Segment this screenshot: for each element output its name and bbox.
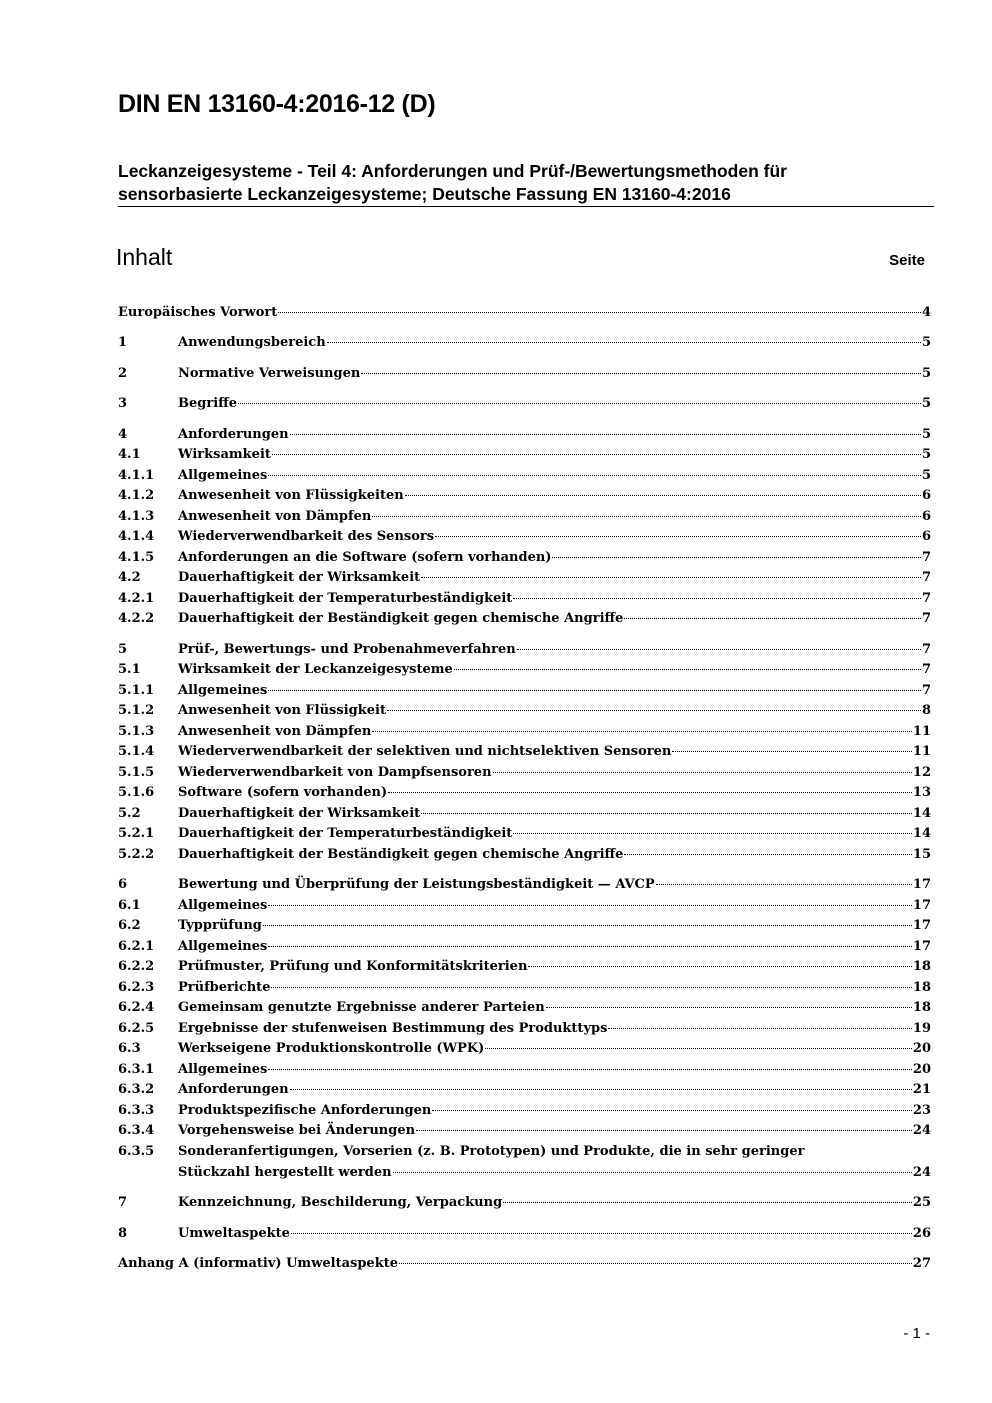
toc-entry[interactable]	[118, 978, 931, 998]
toc-entry[interactable]	[118, 364, 931, 384]
toc-entry-page: 17	[912, 898, 931, 913]
toc-entry-number: 4.1	[118, 447, 141, 462]
toc-leader-dots	[405, 494, 921, 496]
toc-entry[interactable]	[118, 548, 931, 568]
toc-entry-title: Anwesenheit von Flüssigkeit	[178, 703, 386, 718]
toc-leader-dots	[238, 402, 921, 404]
toc-entry-page: 27	[912, 1256, 931, 1271]
toc-entry-title: Typprüfung	[178, 918, 262, 933]
toc-entry-number: 6.2.3	[118, 980, 155, 995]
toc-entry-page: 14	[912, 806, 931, 821]
toc-entry-title: Vorgehensweise bei Änderungen	[178, 1123, 416, 1138]
toc-entry-number: 7	[118, 1195, 128, 1210]
toc-entry-title: Bewertung und Überprüfung der Leistungsbeständigkeit — AVCP	[178, 877, 655, 892]
toc-entry-title: Gemeinsam genutzte Ergebnisse anderer Parteien	[178, 1000, 545, 1015]
toc-entry-title: Begriffe	[178, 396, 238, 411]
toc-entry-number: 4	[118, 427, 128, 442]
toc-entry-title: Europäisches Vorwort	[118, 305, 278, 320]
toc-entry[interactable]	[118, 722, 931, 742]
toc-entry-page: 25	[912, 1195, 931, 1210]
toc-entry[interactable]	[118, 1121, 931, 1141]
subtitle-line-2: sensorbasierte Leckanzeigesysteme; Deutsche Fassung EN 13160-4:2016	[118, 183, 731, 204]
toc-leader-dots	[421, 812, 912, 814]
toc-entry-page: 18	[912, 1000, 931, 1015]
toc-leader-dots	[268, 945, 912, 947]
toc-entry-number: 5.1.1	[118, 683, 155, 698]
subtitle-line-1: Leckanzeigesysteme - Teil 4: Anforderungen und Prüf-/Bewertungsmethoden für	[118, 161, 787, 181]
toc-entry[interactable]	[118, 957, 931, 977]
toc-entry-page: 17	[912, 939, 931, 954]
toc-entry-number: 4.1.2	[118, 488, 155, 503]
toc-entry-title: Anwendungsbereich	[178, 335, 326, 350]
toc-entry-page: 5	[921, 468, 931, 483]
toc-entry[interactable]	[118, 425, 931, 445]
toc-entry-page: 21	[912, 1082, 931, 1097]
toc-leader-dots	[454, 668, 921, 670]
toc-leader-dots	[263, 924, 912, 926]
toc-entry-page: 5	[921, 396, 931, 411]
toc-leader-dots	[513, 597, 921, 599]
toc-leader-dots	[528, 965, 911, 967]
toc-entry-number: 4.1.3	[118, 509, 155, 524]
toc-entry-page: 13	[912, 785, 931, 800]
toc-entry[interactable]	[118, 916, 931, 936]
toc-entry-number: 4.1.1	[118, 468, 155, 483]
toc-entry-number: 6.2.2	[118, 959, 155, 974]
toc-entry-title: Anwesenheit von Dämpfen	[178, 724, 372, 739]
toc-entry-title: Umweltaspekte	[178, 1226, 290, 1241]
toc-entry[interactable]	[118, 763, 931, 783]
toc-entry-page: 7	[921, 611, 931, 626]
toc-entry-title: Wiederverwendbarkeit von Dampfsensoren	[178, 765, 492, 780]
toc-entry-page: 11	[912, 744, 931, 759]
toc-entry[interactable]	[118, 875, 931, 895]
toc-entry-page: 8	[921, 703, 931, 718]
toc-entry[interactable]	[118, 896, 931, 916]
toc-leader-dots	[513, 832, 912, 834]
toc-entry-title: Anhang A (informativ) Umweltaspekte	[118, 1256, 398, 1271]
toc-entry-page: 7	[921, 570, 931, 585]
toc-entry[interactable]	[118, 742, 931, 762]
toc-entry[interactable]	[118, 640, 931, 660]
toc-entry-number: 5.1.3	[118, 724, 155, 739]
toc-entry-title: Dauerhaftigkeit der Temperaturbeständigkeit	[178, 591, 513, 606]
toc-entry-page: 19	[912, 1021, 931, 1036]
toc-entry[interactable]	[118, 1019, 931, 1039]
toc-entry[interactable]	[118, 998, 931, 1018]
toc-entry-page: 5	[921, 427, 931, 442]
toc-leader-dots	[327, 341, 921, 343]
toc-leader-dots	[290, 433, 921, 435]
toc-entry[interactable]	[118, 1254, 931, 1274]
toc-entry-title: Sonderanfertigungen, Vorserien (z. B. Prototypen) und Produkte, die in sehr geringer	[178, 1144, 805, 1159]
toc-entry-number: 5.2.1	[118, 826, 155, 841]
toc-entry-number: 8	[118, 1226, 128, 1241]
toc-entry-title: Wirksamkeit	[178, 447, 271, 462]
toc-leader-dots	[672, 750, 912, 752]
toc-entry-page: 12	[912, 765, 931, 780]
toc-entry[interactable]	[118, 568, 931, 588]
toc-entry-title: Wirksamkeit der Leckanzeigesysteme	[178, 662, 453, 677]
toc-entry-title: Anforderungen an die Software (sofern vorhanden)	[178, 550, 552, 565]
toc-entry-number: 6.2	[118, 918, 141, 933]
toc-entry[interactable]	[118, 589, 931, 609]
toc-entry-page: 24	[912, 1123, 931, 1138]
toc-entry-number: 6.1	[118, 898, 141, 913]
toc-entry-page: 7	[921, 683, 931, 698]
toc-entry-title: Anforderungen	[178, 1082, 289, 1097]
toc-entry-title: Dauerhaftigkeit der Beständigkeit gegen chemische Angriffe	[178, 611, 624, 626]
toc-entry-page: 15	[912, 847, 931, 862]
toc-entry-number: 5.2.2	[118, 847, 155, 862]
toc-entry-number: 5.1	[118, 662, 141, 677]
toc-leader-dots	[268, 689, 921, 691]
toc-entry-title: Dauerhaftigkeit der Beständigkeit gegen chemische Angriffe	[178, 847, 624, 862]
toc-leader-dots	[624, 617, 921, 619]
toc-entry[interactable]	[118, 937, 931, 957]
toc-entry-number: 6.2.5	[118, 1021, 155, 1036]
toc-entry-number: 6.3.3	[118, 1103, 155, 1118]
toc-entry-page: 26	[912, 1226, 931, 1241]
toc-heading: Inhalt	[116, 244, 173, 270]
toc-entry-title-continued: Stückzahl hergestellt werden	[178, 1165, 392, 1180]
toc-entry[interactable]	[118, 701, 931, 721]
toc-entry-title: Allgemeines	[178, 468, 268, 483]
toc-leader-dots	[291, 1232, 912, 1234]
toc-leader-dots	[485, 1047, 912, 1049]
toc-entry-page: 4	[921, 305, 931, 320]
toc-entry-title: Allgemeines	[178, 898, 268, 913]
toc-entry-page: 23	[912, 1103, 931, 1118]
toc-entry-page: 17	[912, 918, 931, 933]
toc-entry-title: Allgemeines	[178, 939, 268, 954]
toc-entry-page: 5	[921, 366, 931, 381]
toc-entry-number: 5.1.6	[118, 785, 155, 800]
toc-entry[interactable]	[118, 609, 931, 629]
toc-entry[interactable]	[118, 466, 931, 486]
toc-entry-number: 6.2.1	[118, 939, 155, 954]
toc-entry-title: Kennzeichnung, Beschilderung, Verpackung	[178, 1195, 503, 1210]
toc-leader-dots	[361, 372, 921, 374]
toc-entry[interactable]	[118, 804, 931, 824]
toc-leader-dots	[372, 515, 921, 517]
toc-entry-title: Ergebnisse der stufenweisen Bestimmung des Produkttyps	[178, 1021, 608, 1036]
toc-entry[interactable]	[118, 1224, 931, 1244]
page-number: - 1 -	[903, 1325, 930, 1342]
toc-entry-title: Normative Verweisungen	[178, 366, 361, 381]
toc-leader-dots	[290, 1088, 912, 1090]
toc-entry[interactable]	[118, 445, 931, 465]
toc-entry-number: 6.3	[118, 1041, 141, 1056]
toc-entry-page: 20	[912, 1041, 931, 1056]
toc-entry-number: 6.2.4	[118, 1000, 155, 1015]
toc-entry[interactable]	[118, 1193, 931, 1213]
toc-leader-dots	[552, 556, 921, 558]
toc-leader-dots	[387, 709, 921, 711]
toc-entry-page: 7	[921, 662, 931, 677]
toc-entry[interactable]	[118, 1039, 931, 1059]
toc-entry-title: Dauerhaftigkeit der Temperaturbeständigkeit	[178, 826, 513, 841]
toc-entry-number: 4.1.5	[118, 550, 155, 565]
toc-entry[interactable]	[118, 507, 931, 527]
toc-entry-title: Prüfberichte	[178, 980, 271, 995]
toc-leader-dots	[421, 576, 921, 578]
toc-entry[interactable]	[118, 1142, 931, 1184]
toc-entry-title: Software (sofern vorhanden)	[178, 785, 388, 800]
toc-leader-dots	[493, 771, 912, 773]
toc-entry[interactable]	[118, 824, 931, 844]
toc-entry-number: 6	[118, 877, 128, 892]
toc-entry-number: 4.2.1	[118, 591, 155, 606]
toc-entry-title: Wiederverwendbarkeit des Sensors	[178, 529, 435, 544]
toc-entry-number: 4.2	[118, 570, 141, 585]
toc-entry[interactable]	[118, 1101, 931, 1121]
toc-page-column-label: Seite	[889, 252, 925, 269]
toc-entry-number: 5.1.2	[118, 703, 155, 718]
toc-entry[interactable]	[118, 1080, 931, 1100]
toc-entry-page: 18	[912, 980, 931, 995]
toc-entry-number: 6.3.5	[118, 1144, 155, 1159]
toc-entry-number: 5.2	[118, 806, 141, 821]
toc-entry-page: 7	[921, 642, 931, 657]
toc-entry-number: 4.1.4	[118, 529, 155, 544]
toc-leader-dots	[372, 730, 912, 732]
toc-entry-page: 6	[921, 488, 931, 503]
toc-entry-title: Allgemeines	[178, 1062, 268, 1077]
toc-entry-page: 11	[912, 724, 931, 739]
toc-entry-page: 6	[921, 529, 931, 544]
toc-entry-title: Dauerhaftigkeit der Wirksamkeit	[178, 570, 421, 585]
toc-leader-dots	[517, 648, 921, 650]
toc-entry-title: Anwesenheit von Flüssigkeiten	[178, 488, 404, 503]
toc-entry-page: 17	[912, 877, 931, 892]
toc-entry-page: 7	[921, 550, 931, 565]
toc-leader-dots	[399, 1262, 912, 1264]
toc-entry-number: 1	[118, 335, 128, 350]
toc-leader-dots	[503, 1201, 912, 1203]
document-id: DIN EN 13160-4:2016-12 (D)	[118, 90, 436, 118]
toc-entry-page: 14	[912, 826, 931, 841]
toc-entry-number: 5	[118, 642, 128, 657]
toc-leader-dots	[278, 311, 921, 313]
toc-entry-title: Allgemeines	[178, 683, 268, 698]
toc-leader-dots	[656, 883, 912, 885]
toc-entry-title: Anforderungen	[178, 427, 289, 442]
toc-entry-title: Prüfmuster, Prüfung und Konformitätskriterien	[178, 959, 528, 974]
toc-entry-number: 3	[118, 396, 128, 411]
toc-entry[interactable]	[118, 486, 931, 506]
toc-entry-page: 5	[921, 335, 931, 350]
toc-leader-dots	[546, 1006, 912, 1008]
toc-entry-page: 6	[921, 509, 931, 524]
toc-entry-number: 5.1.5	[118, 765, 155, 780]
toc-entry-page: 20	[912, 1062, 931, 1077]
toc-entry[interactable]	[118, 303, 931, 323]
toc-entry-page: 18	[912, 959, 931, 974]
toc-entry-title: Dauerhaftigkeit der Wirksamkeit	[178, 806, 421, 821]
toc-entry[interactable]	[118, 333, 931, 353]
toc-entry[interactable]	[118, 527, 931, 547]
toc-entry-page: 5	[921, 447, 931, 462]
toc-entry-page: 7	[921, 591, 931, 606]
toc-entry[interactable]	[118, 1060, 931, 1080]
toc-entry[interactable]	[118, 394, 931, 414]
toc-entry-number: 5.1.4	[118, 744, 155, 759]
toc-entry-title: Produktspezifische Anforderungen	[178, 1103, 432, 1118]
toc-leader-dots	[435, 535, 921, 537]
toc-entry[interactable]	[118, 783, 931, 803]
toc-entry[interactable]	[118, 660, 931, 680]
toc-leader-dots	[393, 1171, 912, 1173]
toc-entry-number: 6.3.4	[118, 1123, 155, 1138]
toc-entry-number: 4.2.2	[118, 611, 155, 626]
toc-entry-title: Anwesenheit von Dämpfen	[178, 509, 372, 524]
toc-leader-dots	[416, 1129, 912, 1131]
toc-leader-dots	[271, 986, 911, 988]
toc-entry-title: Werkseigene Produktionskontrolle (WPK)	[178, 1041, 485, 1056]
toc-entry-number: 6.3.2	[118, 1082, 155, 1097]
toc-leader-dots	[388, 791, 912, 793]
toc-entry[interactable]	[118, 681, 931, 701]
toc-entry-title: Prüf-, Bewertungs- und Probenahmeverfahren	[178, 642, 516, 657]
toc-leader-dots	[624, 853, 911, 855]
toc-leader-dots	[272, 453, 921, 455]
toc-leader-dots	[608, 1027, 912, 1029]
toc-leader-dots	[268, 1068, 912, 1070]
toc-leader-dots	[432, 1109, 912, 1111]
toc-entry[interactable]	[118, 845, 931, 865]
toc-entry-title: Wiederverwendbarkeit der selektiven und nichtselektiven Sensoren	[178, 744, 672, 759]
toc-leader-dots	[268, 904, 912, 906]
toc-entry-page: 24	[912, 1165, 931, 1180]
toc-entry-number: 2	[118, 366, 128, 381]
toc-entry-number: 6.3.1	[118, 1062, 155, 1077]
toc-leader-dots	[268, 474, 921, 476]
